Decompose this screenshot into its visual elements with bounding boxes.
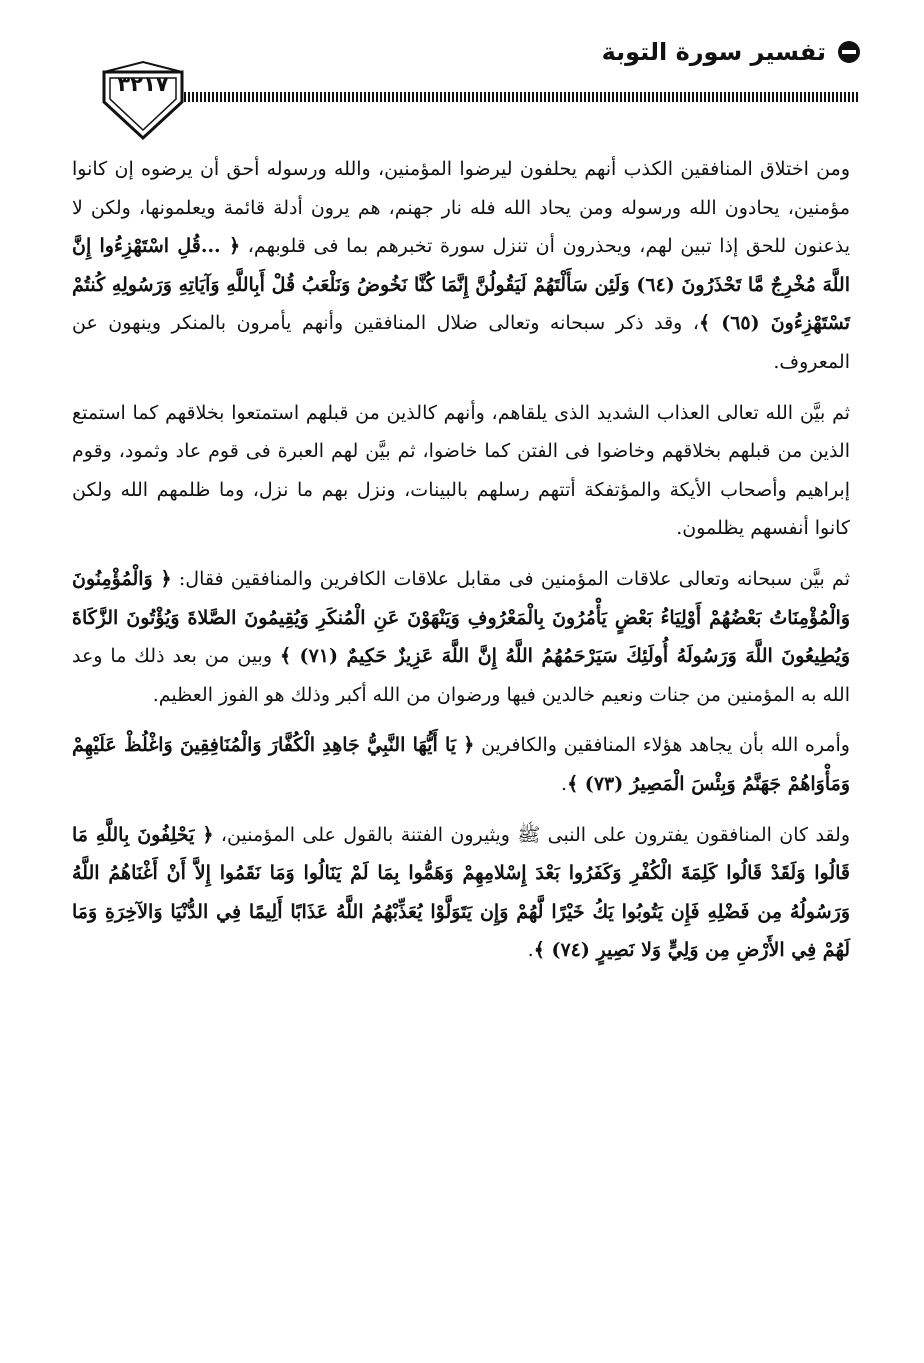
header-rule (176, 92, 860, 102)
prose-text: ثم بيَّن الله تعالى العذاب الشديد الذى يلقاهم، وأنهم كالذين من قبلهم استمتعوا بخلاقهم كما استمتع الذين من قبلهم بخلاقهم وخاضوا فى الفتن كما خاضوا، ثم بيَّن لهم العبرة فى قوم عاد وثمود، وقوم إبراهيم وأصحاب الأيكة والمؤتفكة أتتهم رسلهم بالبينات، ونزل بهم ما نزل، وما ظلمهم الله ولكن كانوا أنفسهم يظلمون. (72, 401, 850, 540)
paragraph (72, 394, 850, 548)
prose-text: . (561, 772, 568, 795)
badge-frame-icon (100, 58, 186, 142)
prose-text: وأمره الله بأن يجاهد هؤلاء المنافقين والكافرين (474, 734, 850, 757)
paragraph (72, 150, 850, 382)
paragraph (72, 816, 850, 970)
paragraph (72, 726, 850, 803)
page-number: ٣٢١٧ (117, 72, 169, 96)
prose-text: ولقد كان المنافقون يفترون على النبى ﷺ ويثيرون الفتنة بالقول على المؤمنين، (213, 823, 850, 846)
page-number-badge (100, 58, 186, 142)
main-text (72, 150, 850, 970)
running-title (602, 38, 860, 66)
page-header (100, 38, 860, 148)
prose-text: ثم بيَّن سبحانه وتعالى علاقات المؤمنين فى مقابل علاقات الكافرين والمنافقين فقال: (171, 567, 850, 590)
prose-text: وبين من بعد ذلك ما وعد الله به المؤمنين من جنات ونعيم خالدين فيها ورضوان من الله أكبر وذلك هو الفوز العظيم. (72, 645, 850, 706)
prose-text: ، وقد ذكر سبحانه وتعالى ضلال المنافقين وأنهم يأمرون بالمنكر وينهون عن المعروف. (72, 312, 850, 373)
quran-verse: ﴿ وَالْمُؤْمِنُونَ وَالْمُؤْمِنَاتُ بَعْضُهُمْ أَوْلِيَاءُ بَعْضٍ يَأْمُرُونَ بِالْمَعْرُوفِ وَيَنْهَوْنَ عَنِ الْمُنكَرِ وَيُقِيمُونَ الصَّلاةَ وَيُؤْتُونَ الزَّكَاةَ وَيُطِيعُونَ اللَّهَ وَرَسُولَهُ أُولَئِكَ سَيَرْحَمُهُمُ اللَّهُ إِنَّ اللَّهَ عَزِيزٌ حَكِيمٌ (٧١) ﴾ (72, 567, 850, 668)
quran-verse: ﴿ يَا أَيُّهَا النَّبِيُّ جَاهِدِ الْكُفَّارَ وَالْمُنَافِقِينَ وَاغْلُظْ عَلَيْهِمْ وَمَأْوَاهُمْ جَهَنَّمُ وَبِئْسَ الْمَصِيرُ (٧٣) ﴾ (72, 734, 850, 795)
ornament-icon (838, 41, 860, 63)
prose-text: . (527, 939, 534, 962)
quran-verse: ﴿ يَحْلِفُونَ بِاللَّهِ مَا قَالُوا وَلَقَدْ قَالُوا كَلِمَةَ الْكُفْرِ وَكَفَرُوا بَعْدَ إِسْلامِهِمْ وَهَمُّوا بِمَا لَمْ يَنَالُوا وَمَا نَقَمُوا إِلاَّ أَنْ أَغْنَاهُمُ اللَّهُ وَرَسُولُهُ مِن فَضْلِهِ فَإِن يَتُوبُوا يَكُ خَيْرًا لَّهُمْ وَإِن يَتَوَلَّوْا يُعَذِّبْهُمُ اللَّهُ عَذَابًا أَلِيمًا فِي الدُّنْيَا وَالآخِرَةِ وَمَا لَهُمْ فِي الأَرْضِ مِن وَلِيٍّ وَلا نَصِيرٍ (٧٤) ﴾ (72, 823, 850, 962)
quran-verse: ﴿ ...قُلِ اسْتَهْزِءُوا إِنَّ اللَّهَ مُخْرِجٌ مَّا تَحْذَرُونَ (٦٤) وَلَئِن سَأَلْتَهُمْ لَيَقُولُنَّ إِنَّمَا كُنَّا نَخُوضُ وَنَلْعَبُ قُلْ أَبِاللَّهِ وَآيَاتِهِ وَرَسُولِهِ كُنتُمْ تَسْتَهْزِءُونَ (٦٥) ﴾ (72, 235, 850, 335)
running-title-text: تفسير سورة التوبة (601, 38, 826, 66)
paragraph (72, 560, 850, 714)
prose-text: ومن اختلاق المنافقين الكذب أنهم يحلفون ليرضوا المؤمنين، والله ورسوله أحق أن يرضوه إن كانوا مؤمنين، يحادون الله ورسوله ومن يحاد الله فله نار جهنم، هم يرون أدلة قائمة ويعلمونها، ولكن لا يذعنون للحق إذا تبين لهم، ويحذرون أن تنزل سورة تخبرهم بما فى قلوبهم، (72, 158, 850, 258)
